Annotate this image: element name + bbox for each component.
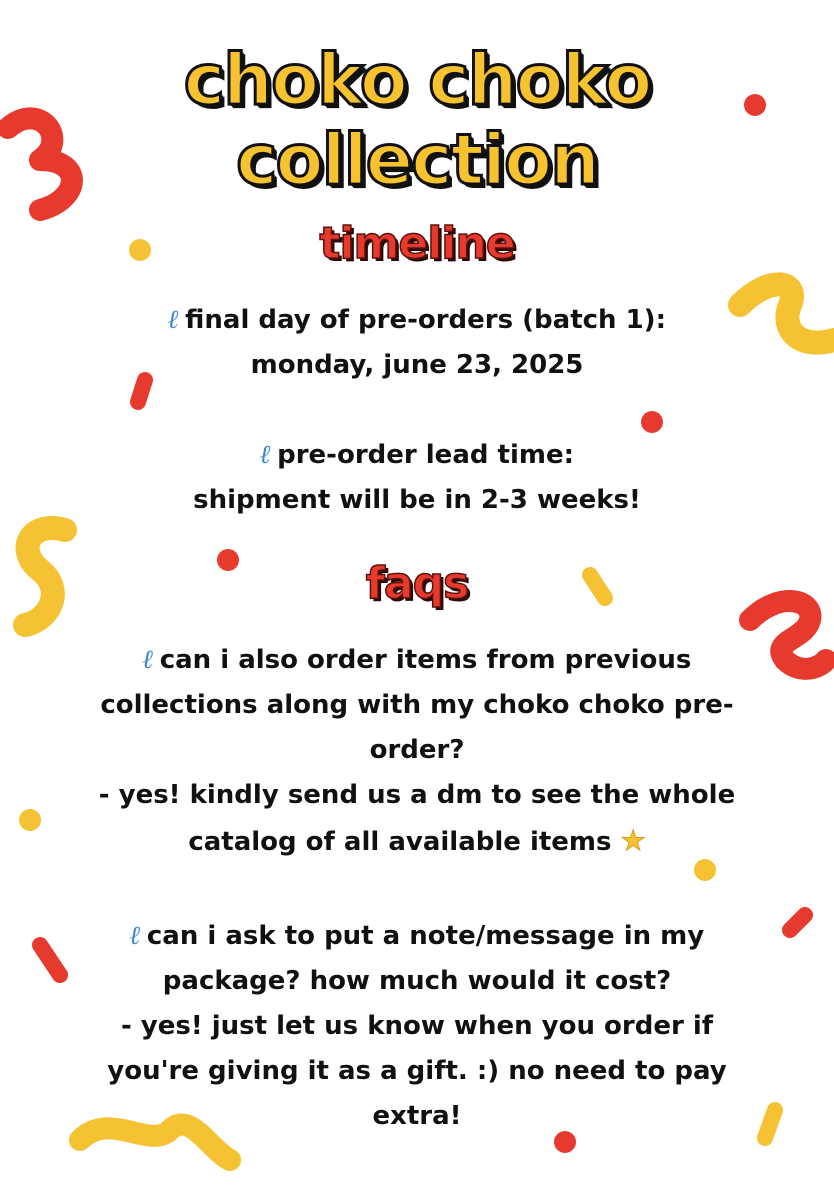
faq-item-2 (40, 914, 794, 1139)
timeline-heading: timeline (319, 218, 515, 269)
faq-2-line-1: ℓ can i ask to put a note/message in my (129, 921, 705, 951)
faqs-heading: faqs (365, 558, 469, 609)
faq-1-line-4: - yes! kindly send us a dm to see the whole (98, 780, 736, 810)
faq-1-line-1: ℓ can i also order items from previous (142, 645, 692, 675)
timeline-item-2-line-2: shipment will be in 2-3 weeks! (193, 485, 641, 515)
faq-item-1 (40, 638, 794, 865)
timeline-item-2 (40, 433, 794, 523)
faq-2-line-5: extra! (372, 1101, 462, 1131)
bullet-curl-icon: ℓ (142, 645, 154, 675)
timeline-item-1 (40, 298, 794, 388)
timeline-item-1-line-1: ℓ final day of pre-orders (batch 1): (168, 305, 666, 335)
bullet-curl-icon: ℓ (129, 921, 141, 951)
faq-2-line-2: package? how much would it cost? (162, 966, 672, 996)
faq-1-line-2: collections along with my choko choko pre- (100, 690, 734, 720)
title-line-2: collection (236, 119, 598, 201)
title-line-1: choko choko (183, 39, 651, 121)
poster-title (0, 40, 834, 200)
bullet-curl-icon: ℓ (168, 305, 180, 335)
faq-2-line-4: you're giving it as a gift. :) no need to pay (107, 1056, 727, 1086)
timeline-item-1-line-2: monday, june 23, 2025 (250, 350, 584, 380)
faq-1-line-5: catalog of all available items ★ (188, 824, 646, 857)
faq-1-line-3: order? (369, 735, 465, 765)
bullet-curl-icon: ℓ (260, 440, 272, 470)
star-icon: ★ (620, 824, 646, 857)
timeline-item-2-line-1: ℓ pre-order lead time: (260, 440, 574, 470)
faq-2-line-3: - yes! just let us know when you order if (120, 1011, 714, 1041)
